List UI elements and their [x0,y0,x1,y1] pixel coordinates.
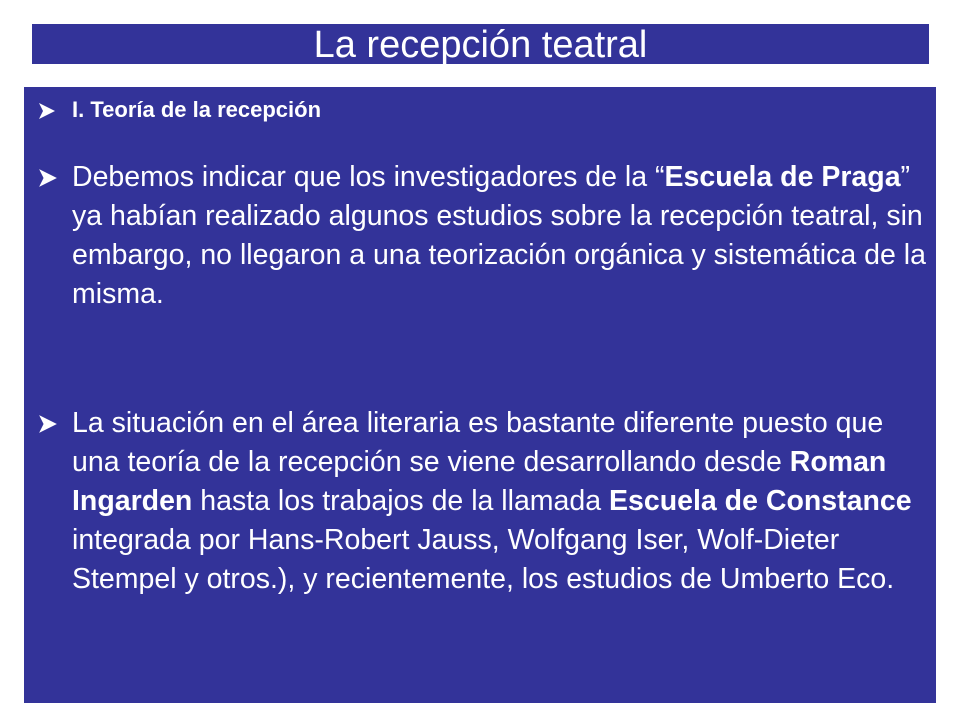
text-run: ” ya habían realizado algunos estudios sobre la recepción teatral, sin embargo, no llegaron a una teorización orgánica y sistemática de la misma. [72,161,926,310]
text-run: hasta los trabajos de la llamada [192,485,610,517]
section-heading: I. Teoría de la recepción [72,97,322,122]
bullet-text [72,158,926,314]
text-run: integrada por Hans-Robert Jauss, Wolfgang Iser, Wolf-Dieter Stempel y otros.), y recientemente, los estudios de Umberto Eco. [72,524,895,595]
text-run: La situación en el área literaria es bastante diferente puesto que una teoría de la recepción se viene desarrollando desde [72,407,884,478]
bullet-item-literaria [34,404,926,599]
text-run-bold: Escuela de Praga [664,161,901,193]
bullet-text [72,404,926,599]
text-run: Debemos indicar que los investigadores de la “ [72,161,665,193]
bullet-item-heading [34,91,926,129]
bullet-item-praga [34,158,926,314]
text-run-bold: Escuela de Constance [609,485,912,517]
arrowhead-bullet-icon [34,91,68,130]
slide-title: La recepción teatral [32,24,929,64]
content-panel [24,87,936,703]
arrowhead-bullet-icon [34,404,68,443]
arrowhead-bullet-icon [34,158,68,197]
text-run-bold: Roman Ingarden [72,446,887,517]
bullet-text [72,91,926,129]
